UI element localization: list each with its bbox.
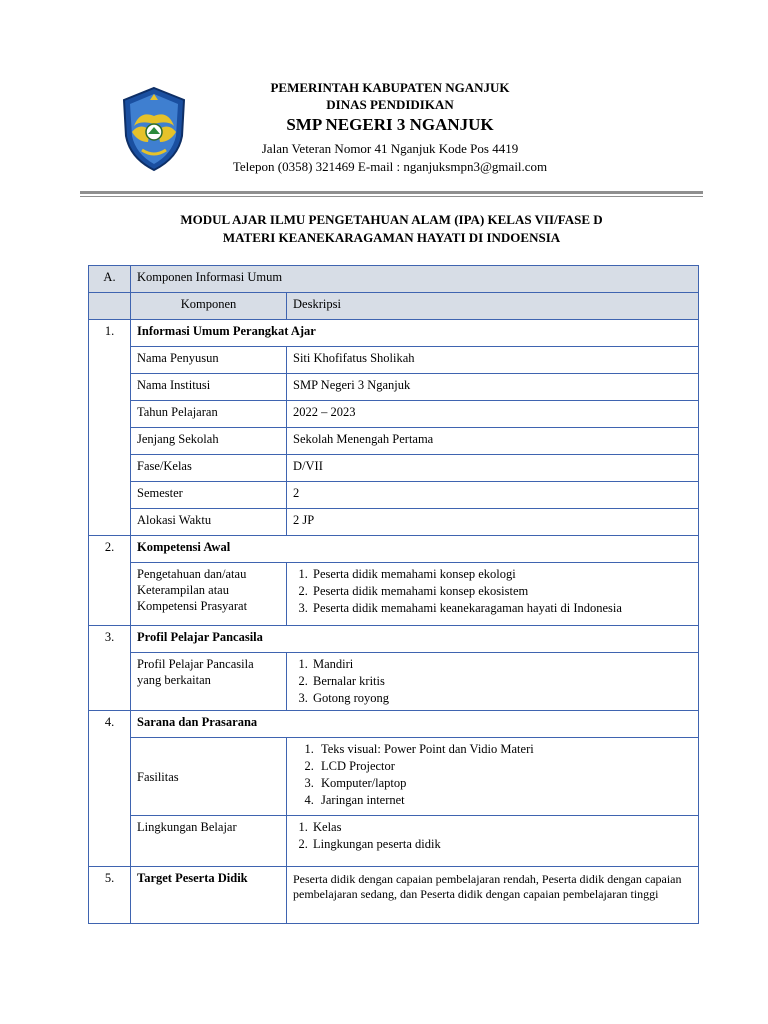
list-item: 2. Peserta didik memahami konsep ekosistem (311, 583, 692, 600)
component-value: 2022 – 2023 (287, 401, 699, 428)
school-name: SMP NEGERI 3 NGANJUK (286, 115, 494, 134)
list-item: 1. Kelas (311, 819, 692, 836)
learning-environment-list (293, 819, 692, 853)
document-title (80, 211, 703, 247)
component-label: Alokasi Waktu (131, 509, 287, 536)
component-label: Jenjang Sekolah (131, 428, 287, 455)
facilities-list (293, 741, 692, 809)
component-value: D/VII (287, 455, 699, 482)
component-value: 2 (287, 482, 699, 509)
component-label: Profil Pelajar Pancasila yang berkaitan (131, 653, 287, 711)
subsection-title: Sarana dan Prasarana (131, 711, 699, 738)
letterhead (0, 0, 768, 200)
column-header-row (89, 293, 699, 320)
table-row (89, 509, 699, 536)
government-name: PEMERINTAH KABUPATEN NGANJUK (270, 80, 510, 95)
list-item: 3. Peserta didik memahami keanekaragaman hayati di Indonesia (311, 600, 692, 617)
empty-cell (89, 293, 131, 320)
section-label: A. (89, 266, 131, 293)
document-title-line1: MODUL AJAR ILMU PENGETAHUAN ALAM (IPA) KELAS VII/FASE D (180, 212, 603, 227)
row-number: 2. (89, 536, 131, 626)
list-item: 1. Teks visual: Power Point dan Vidio Materi (317, 741, 692, 758)
list-item: 1. Mandiri (311, 656, 692, 673)
row-number: 4. (89, 711, 131, 867)
list-item: 3. Gotong royong (311, 690, 692, 707)
subsection-title: Informasi Umum Perangkat Ajar (131, 320, 699, 347)
component-label: Lingkungan Belajar (131, 816, 287, 867)
component-value (287, 816, 699, 867)
component-label: Semester (131, 482, 287, 509)
school-address: Jalan Veteran Nomor 41 Nganjuk Kode Pos 4419 (261, 141, 519, 156)
component-value (287, 563, 699, 626)
table-row (89, 653, 699, 711)
table-row (89, 626, 699, 653)
table-row (89, 374, 699, 401)
subsection-title: Profil Pelajar Pancasila (131, 626, 699, 653)
pancasila-profile-list (293, 656, 692, 707)
table-row (89, 816, 699, 867)
component-value (287, 653, 699, 711)
school-contact: Telepon (0358) 321469 E-mail : nganjuksmpn3@gmail.com (232, 159, 548, 174)
column-header-deskripsi: Deskripsi (287, 293, 699, 320)
table-row (89, 536, 699, 563)
list-item: 2. Bernalar kritis (311, 673, 692, 690)
component-label: Fase/Kelas (131, 455, 287, 482)
component-label: Tahun Pelajaran (131, 401, 287, 428)
document-title-line2: MATERI KEANEKARAGAMAN HAYATI DI INDOENSIA (222, 230, 561, 245)
table-row (89, 867, 699, 924)
subsection-title: Target Peserta Didik (131, 867, 287, 924)
component-label: Nama Institusi (131, 374, 287, 401)
nganjuk-regency-emblem-icon (120, 86, 188, 172)
section-header-row (89, 266, 699, 293)
list-item: 2. Lingkungan peserta didik (311, 836, 692, 853)
table-row (89, 563, 699, 626)
table-row (89, 482, 699, 509)
list-item: 3. Komputer/laptop (317, 775, 692, 792)
section-title: Komponen Informasi Umum (131, 266, 699, 293)
component-label: Nama Penyusun (131, 347, 287, 374)
row-number: 5. (89, 867, 131, 924)
letterhead-divider-thin (80, 196, 703, 197)
list-item: 2. LCD Projector (317, 758, 692, 775)
component-value: Sekolah Menengah Pertama (287, 428, 699, 455)
column-header-komponen: Komponen (131, 293, 287, 320)
component-value: 2 JP (287, 509, 699, 536)
row-number: 3. (89, 626, 131, 711)
letterhead-divider-thick (80, 191, 703, 194)
school-letterhead-text (190, 80, 590, 176)
table-row (89, 347, 699, 374)
prerequisite-list (293, 566, 692, 617)
component-value (287, 738, 699, 816)
education-office-name: DINAS PENDIDIKAN (326, 97, 454, 112)
row-number: 1. (89, 320, 131, 536)
component-value: Peserta didik dengan capaian pembelajaran rendah, Peserta didik dengan capaian pembelajaran sedang, dan Peserta didik dengan capaian pembelajaran tinggi (287, 867, 699, 924)
general-information-table (88, 265, 699, 924)
table-row (89, 428, 699, 455)
list-item: 1. Peserta didik memahami konsep ekologi (311, 566, 692, 583)
component-label: Pengetahuan dan/atau Keterampilan atau Kompetensi Prasyarat (131, 563, 287, 626)
table-row (89, 401, 699, 428)
list-item: 4. Jaringan internet (317, 792, 692, 809)
component-label: Fasilitas (131, 738, 287, 816)
table-row (89, 738, 699, 816)
table-row (89, 455, 699, 482)
table-row (89, 711, 699, 738)
component-value: SMP Negeri 3 Nganjuk (287, 374, 699, 401)
table-row (89, 320, 699, 347)
component-value: Siti Khofifatus Sholikah (287, 347, 699, 374)
subsection-title: Kompetensi Awal (131, 536, 699, 563)
